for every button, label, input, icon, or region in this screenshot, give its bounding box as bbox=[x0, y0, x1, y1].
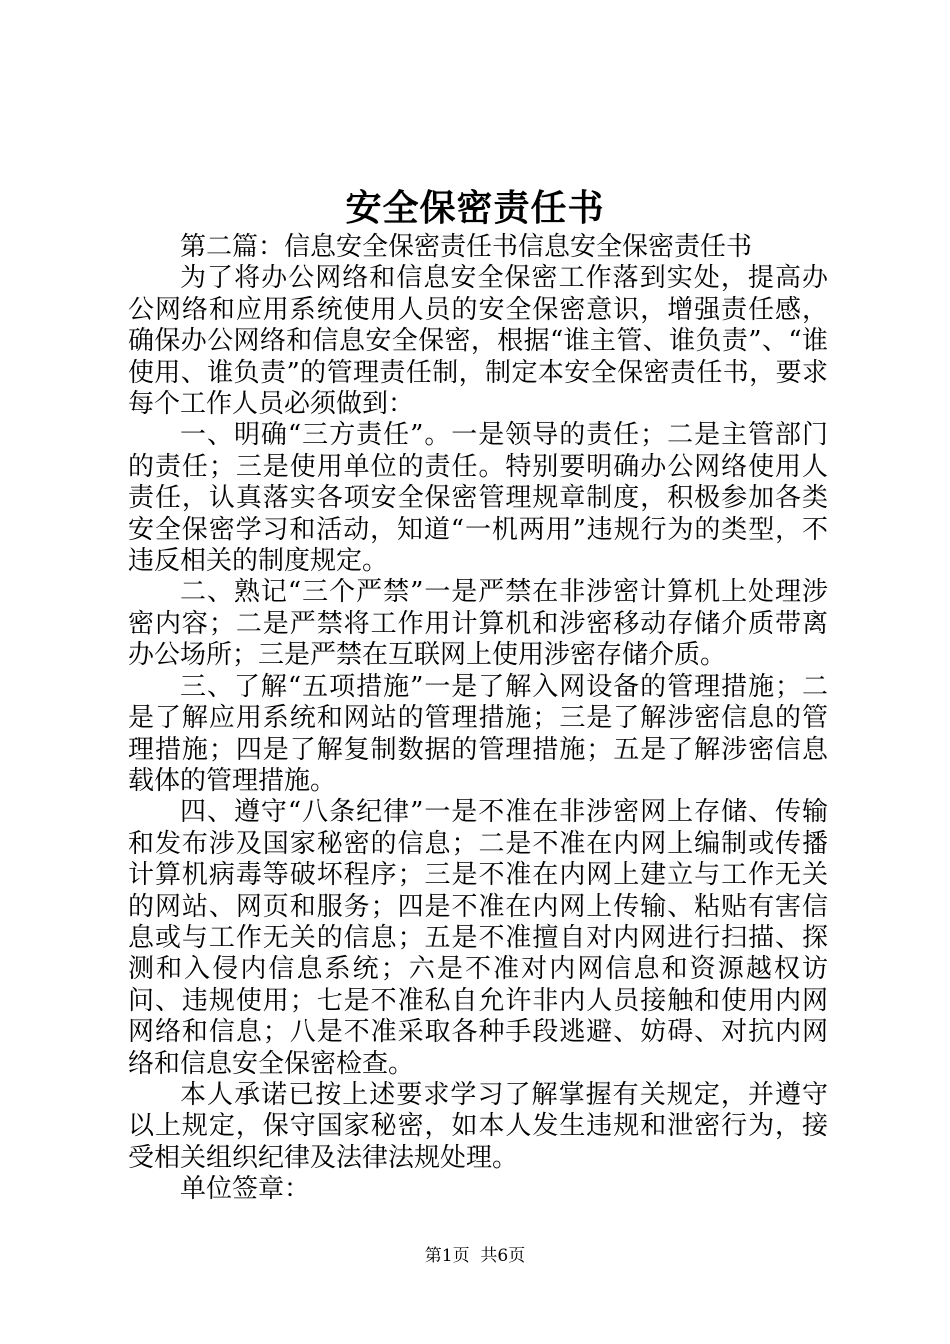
document-body bbox=[128, 232, 828, 1206]
paragraph-pledge: 本人承诺已按上述要求学习了解掌握有关规定，并遵守以上规定，保守国家秘密，如本人发生违规和泄密行为，接受相关组织纪律及法律法规处理。 bbox=[128, 1079, 828, 1173]
paragraph-item-1: 一、明确“三方责任”。一是领导的责任；二是主管部门的责任；三是使用单位的责任。特别要明确办公网络使用人责任，认真落实各项安全保密管理规章制度，积极参加各类安全保密学习和活动，知道“一机两用”违规行为的类型，不违反相关的制度规定。 bbox=[128, 420, 828, 577]
paragraph-item-3: 三、了解“五项措施”一是了解入网设备的管理措施；二是了解应用系统和网站的管理措施；三是了解涉密信息的管理措施；四是了解复制数据的管理措施；五是了解涉密信息载体的管理措施。 bbox=[128, 671, 828, 796]
paragraph-item-2: 二、熟记“三个严禁”一是严禁在非涉密计算机上处理涉密内容；二是严禁将工作用计算机和涉密移动存储介质带离办公场所；三是严禁在互联网上使用涉密存储介质。 bbox=[128, 577, 828, 671]
document-title: 安全保密责任书 bbox=[345, 187, 605, 229]
paragraph-subtitle: 第二篇：信息安全保密责任书信息安全保密责任书 bbox=[180, 232, 753, 262]
page-footer bbox=[0, 1244, 950, 1268]
paragraph-intro: 为了将办公网络和信息安全保密工作落到实处，提高办公网络和应用系统使用人员的安全保密意识，增强责任感，确保办公网络和信息安全保密，根据“谁主管、谁负责”、“谁使用、谁负责”的管理责任制，制定本安全保密责任书，要求每个工作人员必须做到： bbox=[128, 263, 828, 420]
page-total: 共6页 bbox=[480, 1246, 526, 1266]
paragraph-signature: 单位签章： bbox=[180, 1174, 311, 1205]
page-number: 第1页 bbox=[424, 1246, 470, 1266]
paragraph-item-4: 四、遵守“八条纪律”一是不准在非涉密网上存储、传输和发布涉及国家秘密的信息；二是不准在内网上编制或传播计算机病毒等破坏程序；三是不准在内网上建立与工作无关的网站、网页和服务；四是不准在内网上传输、粘贴有害信息或与工作无关的信息；五是不准擅自对内网进行扫描、探测和入侵内信息系统；六是不准对内网信息和资源越权访问、违规使用；七是不准私自允许非内人员接触和使用内网网络和信息；八是不准采取各种手段逃避、妨碍、对抗内网络和信息安全保密检查。 bbox=[128, 797, 828, 1079]
